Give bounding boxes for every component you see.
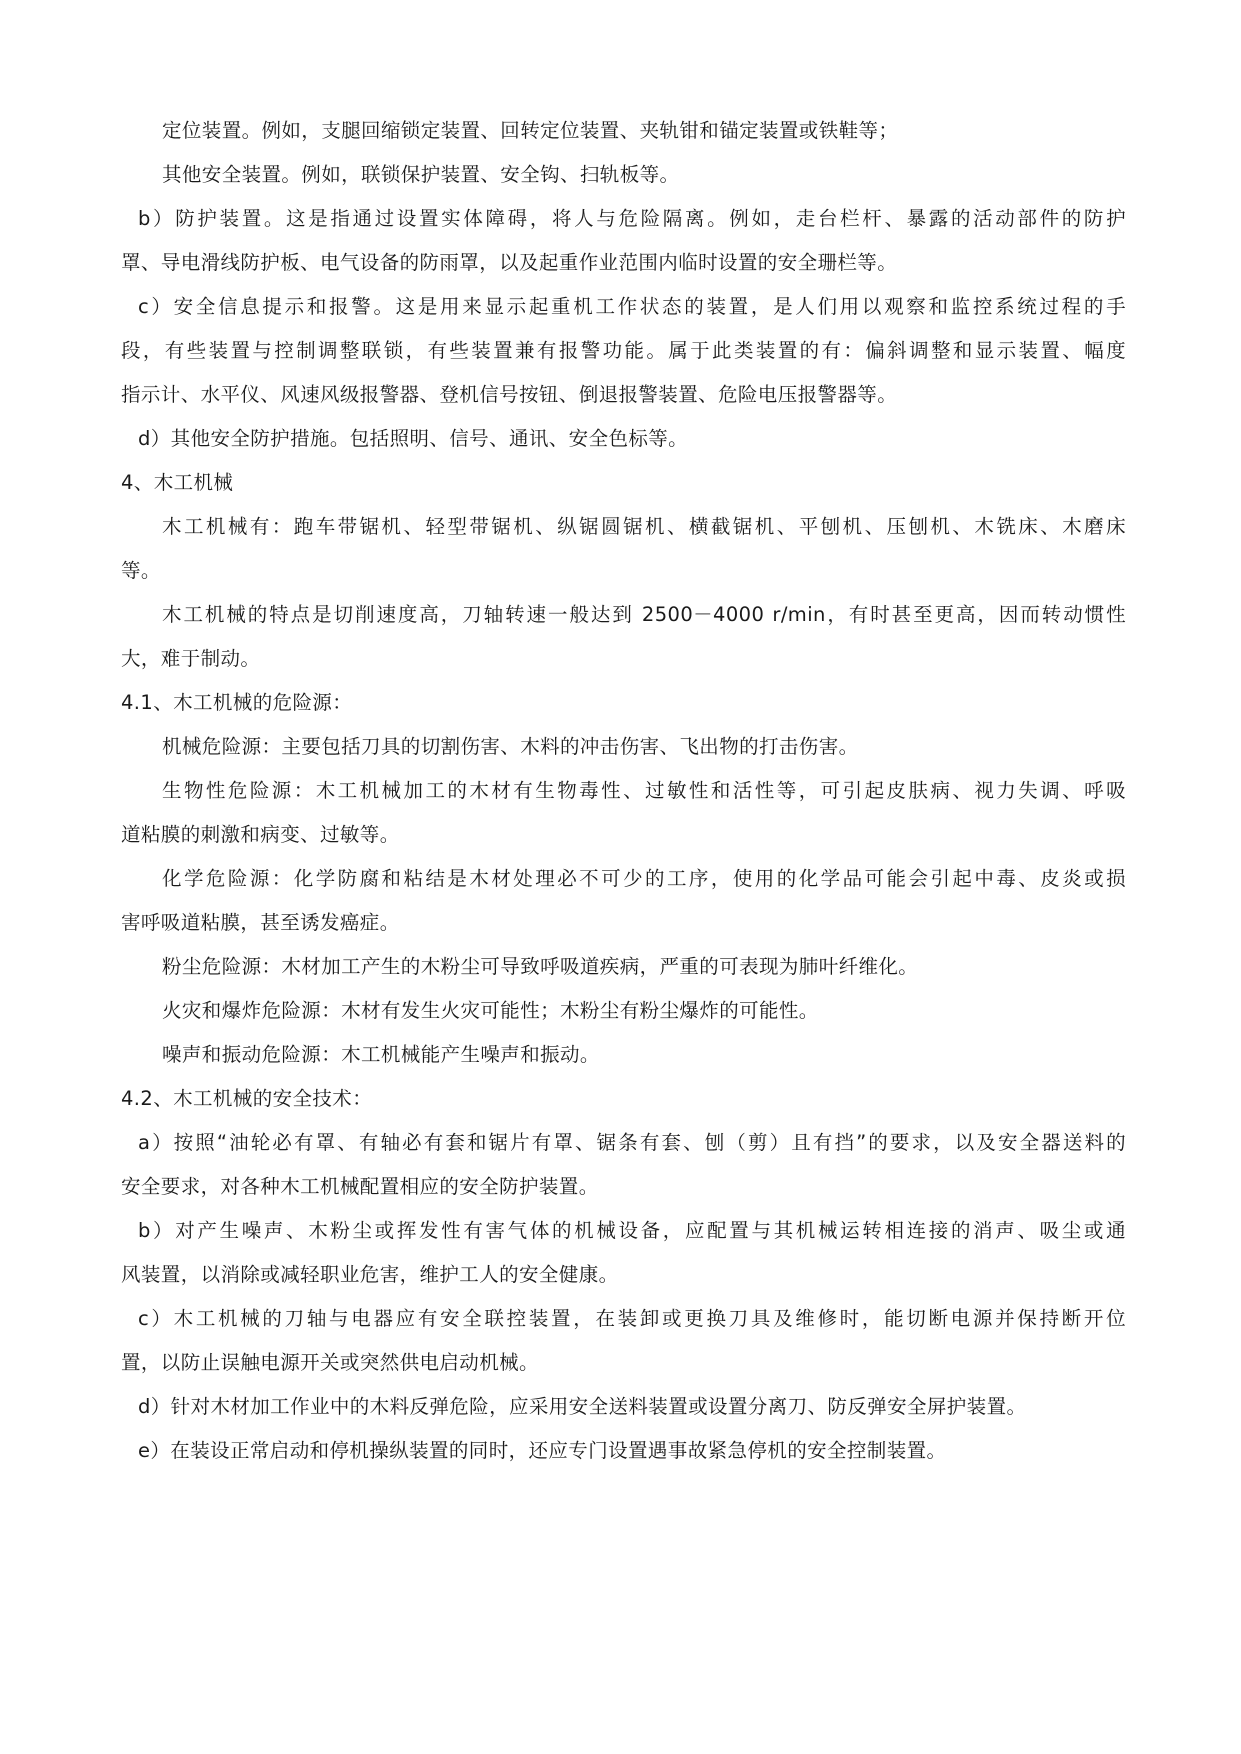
hazard-mechanical: 机械危险源：主要包括刀具的切割伤害、木料的冲击伤害、飞出物的打击伤害。 [162, 735, 859, 758]
item-b-line1: b）防护装置。这是指通过设置实体障碍，将人与危险隔离。例如，走台栏杆、暴露的活动部件的防护 [138, 207, 1126, 230]
tech-c-line1: c）木工机械的刀轴与电器应有安全联控装置，在装卸或更换刀具及维修时，能切断电源并保持断开位 [138, 1307, 1126, 1330]
woodworking-types-line2: 等。 [121, 559, 161, 582]
woodworking-features-line2: 大，难于制动。 [121, 647, 261, 670]
tech-d: d）针对木材加工作业中的木料反弹危险，应采用安全送料装置或设置分离刀、防反弹安全屏护装置。 [138, 1395, 1027, 1418]
hazard-biological-line2: 道粘膜的刺激和病变、过敏等。 [121, 823, 400, 846]
item-c-line2: 段，有些装置与控制调整联锁，有些装置兼有报警功能。属于此类装置的有：偏斜调整和显示装置、幅度 [121, 339, 1126, 362]
section-heading-4: 4、木工机械 [121, 471, 234, 494]
section-heading-4-1: 4.1、木工机械的危险源： [121, 691, 353, 714]
tech-b-line2: 风装置，以消除或减轻职业危害，维护工人的安全健康。 [121, 1263, 619, 1286]
item-b-line2: 罩、导电滑线防护板、电气设备的防雨罩，以及起重作业范围内临时设置的安全珊栏等。 [121, 251, 898, 274]
item-c-line1: c）安全信息提示和报警。这是用来显示起重机工作状态的装置，是人们用以观察和监控系统过程的手 [138, 295, 1126, 318]
hazard-dust: 粉尘危险源：木材加工产生的木粉尘可导致呼吸道疾病，严重的可表现为肺叶纤维化。 [162, 955, 919, 978]
tech-c-line2: 置，以防止误触电源开关或突然供电启动机械。 [121, 1351, 539, 1374]
woodworking-features-line1: 木工机械的特点是切削速度高，刀轴转速一般达到 2500－4000 r/min，有时甚至更高，因而转动惯性 [162, 603, 1126, 626]
paragraph-other-safety-devices: 其他安全装置。例如，联锁保护装置、安全钩、扫轨板等。 [162, 163, 680, 186]
hazard-chemical-line1: 化学危险源：化学防腐和粘结是木材处理必不可少的工序，使用的化学品可能会引起中毒、皮炎或损 [162, 867, 1126, 890]
hazard-noise-vibration: 噪声和振动危险源：木工机械能产生噪声和振动。 [162, 1043, 600, 1066]
tech-e: e）在装设正常启动和停机操纵装置的同时，还应专门设置遇事故紧急停机的安全控制装置。 [138, 1439, 947, 1462]
woodworking-types-line1: 木工机械有：跑车带锯机、轻型带锯机、纵锯圆锯机、横截锯机、平刨机、压刨机、木铣床、木磨床 [162, 515, 1126, 538]
tech-a-line1: a）按照“油轮必有罩、有轴必有套和锯片有罩、锯条有套、刨（剪）且有挡”的要求，以及安全器送料的 [138, 1131, 1126, 1154]
paragraph-positioning-devices: 定位装置。例如，支腿回缩锁定装置、回转定位装置、夹轨钳和锚定装置或铁鞋等； [162, 119, 899, 142]
hazard-chemical-line2: 害呼吸道粘膜，甚至诱发癌症。 [121, 911, 400, 934]
tech-a-line2: 安全要求，对各种木工机械配置相应的安全防护装置。 [121, 1175, 599, 1198]
item-c-line3: 指示计、水平仪、风速风级报警器、登机信号按钮、倒退报警装置、危险电压报警器等。 [121, 383, 898, 406]
hazard-biological-line1: 生物性危险源：木工机械加工的木材有生物毒性、过敏性和活性等，可引起皮肤病、视力失调、呼吸 [162, 779, 1126, 802]
section-heading-4-2: 4.2、木工机械的安全技术： [121, 1087, 373, 1110]
hazard-fire-explosion: 火灾和爆炸危险源：木材有发生火灾可能性；木粉尘有粉尘爆炸的可能性。 [162, 999, 819, 1022]
item-d: d）其他安全防护措施。包括照明、信号、通讯、安全色标等。 [138, 427, 689, 450]
tech-b-line1: b）对产生噪声、木粉尘或挥发性有害气体的机械设备，应配置与其机械运转相连接的消声、吸尘或通 [138, 1219, 1126, 1242]
